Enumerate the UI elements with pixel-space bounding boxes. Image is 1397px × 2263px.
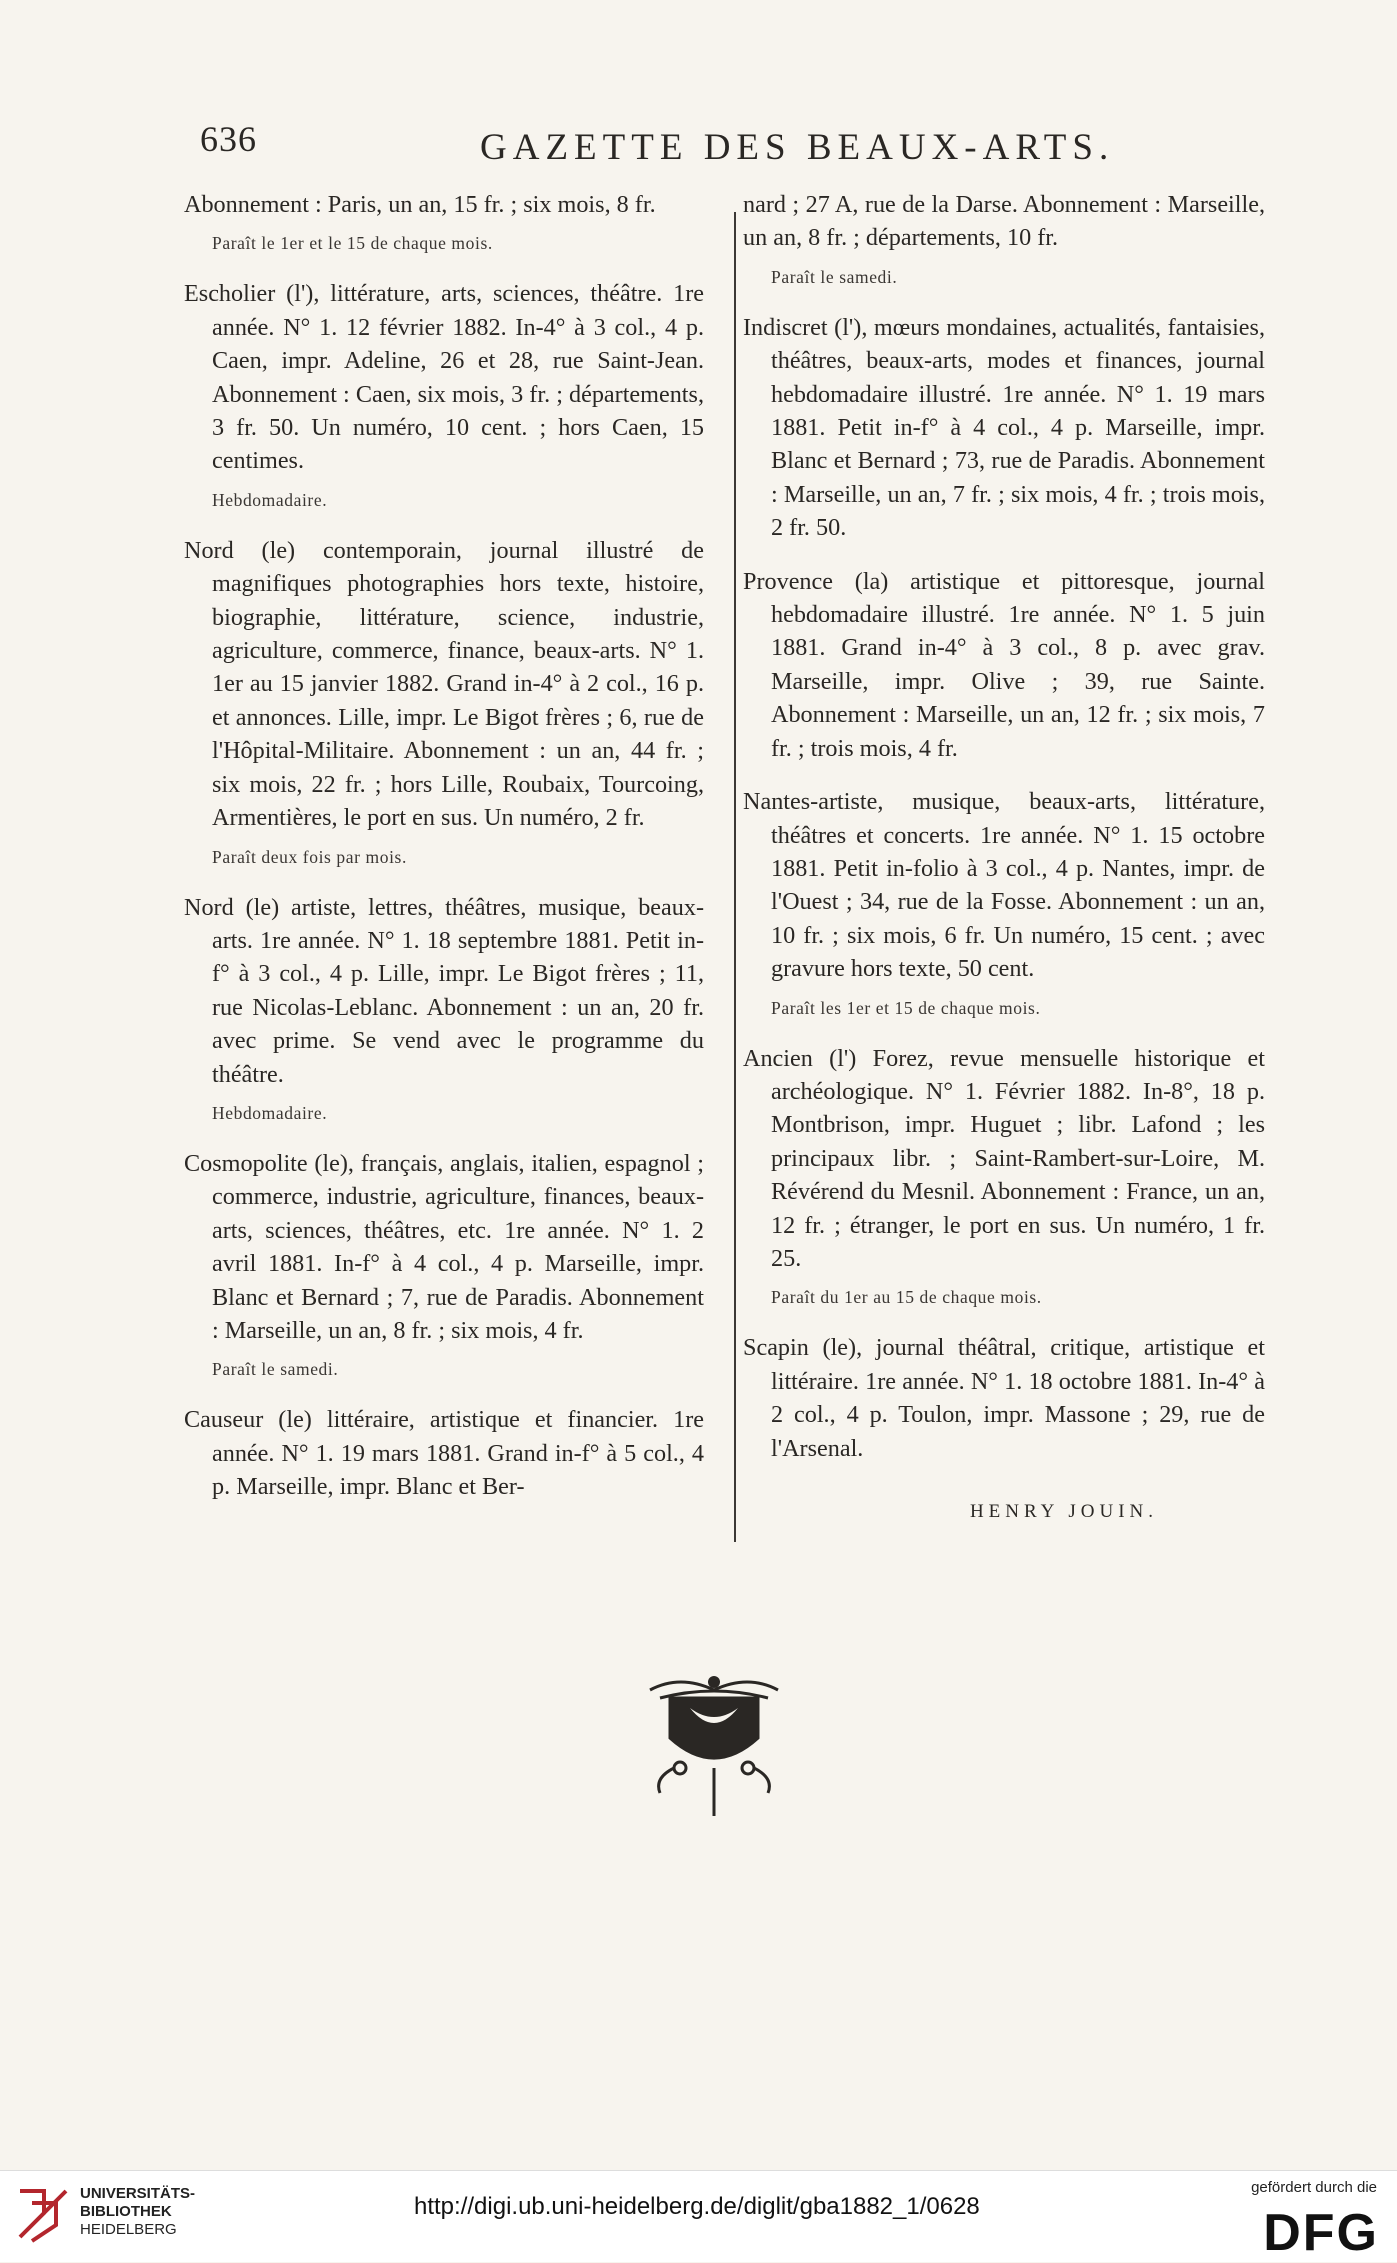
entry-indiscret: Indiscret (l'), mœurs mondaines, actualités, fantaisies, théâtres, beaux-arts, modes et finances, journal hebdomadaire illustré. 1re année. N° 1. 19 mars 1881. Petit in-f° à 4 col., 4 p. Marseille, impr. Blanc et Bernard ; 73, rue de Paradis. Abonnement : Marseille, un an, 7 fr. ; six mois, 4 fr. ; trois mois, 2 fr. 50.	[743, 313, 1265, 542]
funded-by-label: gefördert durch die	[1251, 2179, 1377, 2196]
entry-note: Paraît le samedi.	[771, 266, 898, 287]
library-name	[80, 2185, 195, 2239]
entry-note: Paraît le samedi.	[212, 1359, 339, 1380]
entry-scapin: Scapin (le), journal théâtral, critique, artistique et littéraire. 1re année. N° 1. 18 octobre 1881. In-4° à 2 col., 4 p. Toulon, impr. Massone ; 29, rue de l'Arsenal.	[743, 1334, 1265, 1462]
entry-nord-artiste: Nord (le) artiste, lettres, théâtres, musique, beaux-arts. 1re année. N° 1. 18 septembre 1881. Petit in-f° à 3 col., 4 p. Lille, impr. Le Bigot frères ; 11, rue Nicolas-Leblanc. Abonnement : un an, 20 fr. avec prime. Se vend avec le programme du théâtre.	[184, 893, 704, 1088]
library-logo-icon	[14, 2183, 72, 2245]
entry-cosmopolite: Cosmopolite (le), français, anglais, italien, espagnol ; commerce, industrie, agriculture, finances, beaux-arts, sciences, théâtres, etc. 1re année. N° 1. 2 avril 1881. In-f° à 4 col., 4 p. Marseille, impr. Blanc et Bernard ; 7, rue de Paradis. Abonnement : Marseille, un an, 8 fr. ; six mois, 4 fr.	[184, 1149, 704, 1344]
library-line: BIBLIOTHEK	[80, 2203, 172, 2220]
running-title: GAZETTE DES BEAUX-ARTS.	[480, 127, 1115, 168]
page-number: 636	[200, 119, 257, 159]
library-line: HEIDELBERG	[80, 2221, 177, 2238]
left-column	[184, 188, 704, 1524]
entry-note: Hebdomadaire.	[212, 489, 328, 510]
entry-abonnement: Abonnement : Paris, un an, 15 fr. ; six mois, 8 fr.	[184, 191, 656, 218]
entry-provence: Provence (la) artistique et pittoresque, journal hebdomadaire illustré. 1re année. N° 1. 5 juin 1881. Grand in-4° à 3 col., 8 p. avec grav. Marseille, impr. Olive ; 39, rue Sainte. Abonnement : Marseille, un an, 12 fr. ; six mois, 7 fr. ; trois mois, 4 fr.	[743, 567, 1265, 762]
footer-bar	[0, 2170, 1397, 2262]
column-divider	[734, 212, 736, 1542]
entry-ancien-forez: Ancien (l') Forez, revue mensuelle historique et archéologique. N° 1. Février 1882. In-8°, 18 p. Montbrison, impr. Huguet ; libr. Lafond ; les principaux libr. ; Saint-Rambert-sur-Loire, M. Révérend du Mesnil. Abonnement : France, un an, 12 fr. ; étranger, le port en sus. Un numéro, 1 fr. 25.	[743, 1044, 1265, 1272]
entry-nantes-artiste: Nantes-artiste, musique, beaux-arts, littérature, théâtres et concerts. 1re année. N° 1. 15 octobre 1881. Petit in-folio à 3 col., 4 p. Nantes, impr. de l'Ouest ; 34, rue de la Fosse. Abonnement : un an, 10 fr. ; six mois, 6 fr. Un numéro, 15 cent. ; avec gravure hors texte, 50 cent.	[743, 788, 1265, 983]
entry-note: Paraît le 1er et le 15 de chaque mois.	[212, 233, 493, 254]
entry-note: Paraît les 1er et 15 de chaque mois.	[771, 997, 1041, 1018]
entry-note: Hebdomadaire.	[212, 1102, 328, 1123]
entry-note: Paraît deux fois par mois.	[212, 846, 407, 867]
ornament-vignette-icon	[640, 1668, 788, 1818]
entry-escholier: Escholier (l'), littérature, arts, sciences, théâtre. 1re année. N° 1. 12 février 1882. In-4° à 3 col., 4 p. Caen, impr. Adeline, 26 et 28, rue Saint-Jean. Abonnement : Caen, six mois, 3 fr. ; départements, 3 fr. 50. Un numéro, 10 cent. ; hors Caen, 15 centimes.	[184, 280, 704, 475]
entry-nord-contemporain: Nord (le) contemporain, journal illustré de magnifiques photographies hors texte, histoire, biographie, littérature, science, industrie, agriculture, commerce, finance, beaux-arts. N° 1. 1er au 15 janvier 1882. Grand in-4° à 2 col., 16 p. et annonces. Lille, impr. Le Bigot frères ; 6, rue de l'Hôpital-Militaire. Abonnement : un an, 44 fr. ; six mois, 22 fr. ; hors Lille, Roubaix, Tourcoing, Armentières, le port en sus. Un numéro, 2 fr.	[184, 536, 704, 832]
author-signature: HENRY JOUIN.	[969, 1501, 1159, 1522]
entry-causeur-continued: nard ; 27 A, rue de la Darse. Abonnement : Marseille, un an, 8 fr. ; départements, 10 fr.	[743, 191, 1265, 252]
right-column	[743, 188, 1265, 1523]
entry-causeur: Causeur (le) littéraire, artistique et financier. 1re année. N° 1. 19 mars 1881. Grand in-f° à 5 col., 4 p. Marseille, impr. Blanc et Ber-	[184, 1406, 704, 1501]
library-line: UNIVERSITÄTS-	[80, 2185, 196, 2202]
dfg-logo: DFG	[1263, 2204, 1379, 2262]
permalink-link[interactable]: http://digi.ub.uni-heidelberg.de/diglit/gba1882_1/0628	[414, 2193, 980, 2220]
entry-note: Paraît du 1er au 15 de chaque mois.	[771, 1287, 1042, 1308]
